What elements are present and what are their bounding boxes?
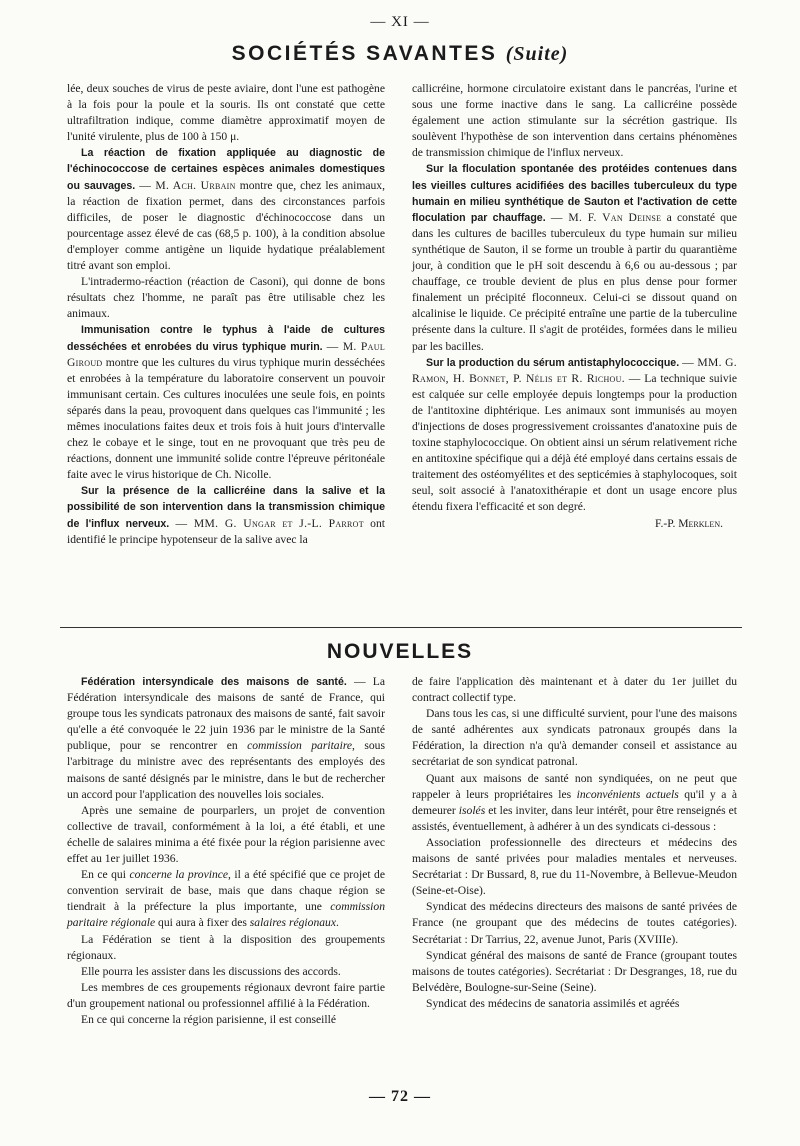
article-serum	[412, 355, 737, 516]
syndicate-entry: Syndicat des médecins directeurs des maisons de santé privées de France (ne groupant que des médecins de toutes catégories). Secrétariat : Dr Tarrius, 22, avenue Junot, Paris (XVIIIe).	[412, 900, 737, 946]
article-title: Sur la floculation spontanée des protéides contenues dans les vieilles cultures acidifiées des bacilles tuberculeux du type humain en milieu synthétique de Sauton et l'activation de cette floculation par chauffage.	[412, 163, 737, 224]
news-federation	[67, 674, 385, 803]
societes-column-right	[412, 81, 737, 532]
syndicate-entry: Syndicat général des maisons de santé de France (groupant toutes maisons de toutes catégories). Secrétariat : Dr Desgranges, 18, rue du Belvédère, Boulogne-sur-Seine (Seine).	[412, 948, 737, 994]
paragraph: L'intradermo-réaction (réaction de Casoni), qui donne de bons résultats chez l'homme, ne paraît pas être utilisable chez les animaux.	[67, 275, 385, 321]
text-run: Quant aux maisons de santé non syndiquées, on ne peut que rappeler à leurs propriétaires les	[412, 771, 737, 801]
paragraph: Elle pourra les assister dans les discussions des accords.	[81, 964, 341, 978]
paragraph: lée, deux souches de virus de peste aviaire, dont l'une est pathogène à la fois pour la poule et la souris. Ils ont constaté que cette ultrafiltration indique, comme diamètre approximatif moyen de l'unité virulente, plus de 100 à 150 μ.	[67, 82, 385, 144]
paragraph: de faire l'application dès maintenant et à dater du 1er juillet du contract collectif type.	[412, 675, 737, 705]
article-title: Sur la production du sérum antistaphylococcique.	[426, 356, 680, 369]
news-emphasis: commission paritaire régionale	[67, 900, 385, 930]
news-body: , sous l'arbitrage du ministre avec des représentants des employés des maisons de santé désignés par le ministre, dans le but de rechercher un accord pour l'application des nouvelles lois sociales.	[67, 739, 385, 801]
nouvelles-title: NOUVELLES	[326, 640, 474, 663]
news-emphasis: inconvénients actuels	[576, 787, 679, 801]
article-author: — M. F. Van Deinse	[550, 210, 662, 224]
syndicate-entry: Syndicat des médecins de sanatoria assimilés et agréés	[426, 996, 680, 1010]
author-signature: F.-P. Merklen.	[655, 516, 723, 530]
news-emphasis: salaires régionaux	[249, 916, 336, 930]
text-run: qui aura à fixer des	[155, 916, 250, 930]
text-run: .	[335, 916, 339, 930]
roman-page-number: — XI —	[370, 14, 430, 30]
article-callicreine	[67, 483, 385, 547]
article-author: — MM. G. Ramon, H. Bonnet, P. Nélis et R. Richou.	[412, 355, 737, 385]
paragraph: La Fédération se tient à la disposition des groupements régionaux.	[67, 932, 385, 962]
article-author: — M. Paul Giroud	[67, 339, 386, 369]
article-title: Sur la présence de la callicréine dans la salive et la possibilité de son intervention dans la transmission chimique de l'influx nerveux.	[67, 485, 385, 530]
syndicate-entry: Association professionnelle des directeurs et médecins des maisons de santé privées pour maladies mentales et nerveuses. Secrétariat : Dr Bussard, 8, rue du 11-Novembre, à Bellevue-Meudon (Seine-et-Oise).	[412, 835, 737, 898]
article-body: a constaté que dans les cultures de bacilles tuberculeux du type humain sur milieu synthétique de Sauton, il se forme un trouble à partir du quarantième jour, à condition que le pH soit descendu à 6,6 ou au-dessous ; par chauffage, ce trouble devient de plus en plus dense pour former finalement un précipité floconneux. Celui-ci se dissout quand on alcalinise le liquide. Ce précipité entraîne une partie de la tuberculine présente dans la culture. Il s'agit de protéides, formées dans le milieu par les bacilles.	[412, 210, 738, 353]
article-floculation	[412, 161, 737, 354]
nouvelles-column-right	[412, 674, 737, 1012]
paragraph: En ce qui concerne la région parisienne, il est conseillé	[81, 1012, 336, 1026]
article-author: — MM. G. Ungar et J.-L. Parrot	[175, 516, 364, 530]
paragraph: Les membres de ces groupements régionaux devront faire partie d'un groupement national ou professionnel affilié à la Fédération.	[67, 980, 385, 1010]
news-emphasis: concerne la province	[129, 868, 229, 882]
news-emphasis: commission paritaire	[247, 739, 353, 753]
text-run: et les inviter, dans leur intérêt, pour être renseignés et assistés, éventuellement, à adhérer à un des syndicats ci-dessous :	[412, 803, 737, 833]
paragraph-province	[67, 867, 385, 931]
paragraph: Après une semaine de pourparlers, un projet de convention collective de travail, conformément à la loi, a été établi, et une échelle de salaires minima a été fixée pour la région parisienne avec effet au 1er juillet 1936.	[67, 803, 385, 866]
news-title: Fédération intersyndicale des maisons de santé.	[81, 676, 347, 688]
section-divider	[60, 627, 742, 628]
text-run: , il a été spécifié que ce projet de convention servirait de base, mais que dans chaque région se tiendrait à la préfecture la plus importante, une	[67, 868, 385, 914]
paragraph: callicréine, hormone circulatoire existant dans le pancréas, l'urine et sous une forme inactive dans le sang. La callicréine possède également une action stimulante sur la sécrétion gastrique. Ils soulèvent l'hypothèse de son intervention dans certains phénomènes de transmission chimique de l'influx nerveux.	[412, 82, 737, 160]
article-body: ont identifié le principe hypotenseur de la salive avec la	[67, 516, 385, 546]
article-title: La réaction de fixation appliquée au diagnostic de l'échinococcose de certaines espèces animales domestiques ou sauvages.	[67, 147, 385, 192]
article-fixation	[67, 145, 385, 274]
article-body: — La technique suivie est calquée sur celle employée depuis longtemps pour la production de l'antitoxine diphtérique. Les animaux sont immunisés au moyen d'injections de doses progressivement croissantes d'anatoxine puis de toxine staphylococcique. On obtient ainsi un sérum relativement riche en antitoxine spécifique qui a déjà été employé dans certains essais de traitement des ostéomyélites et des septicémies à staphylocoques, soit seul, soit associé à l'anatoxithérapie et dont un usage encore plus étendu fixera l'efficacité et son degré.	[412, 371, 737, 514]
nouvelles-column-left	[67, 674, 385, 1028]
text-run: En ce qui	[81, 868, 130, 882]
societes-column-left	[67, 81, 385, 548]
text-run: qu'il y a à demeurer	[412, 787, 737, 817]
paragraph-non-syndiquees	[412, 771, 737, 835]
article-author: — M. Ach. Urbain	[139, 178, 236, 192]
section-title	[0, 42, 800, 66]
article-body: montre que les cultures du virus typhique murin desséchées et enrobées à la température du laboratoire conservent un pouvoir immunisant certain. Ces cultures inoculées une seule fois, en points séparés dans la peau, provoquent dans quelques cas l'immunité ; les mêmes inoculations faites deux et trois fois à huit jours d'intervalle chez le cobaye et le singe, tout en ne provoquant que très peu de réactions, donnent une immunité solide contre l'épreuve péritonéale faite avec le virus historique de Ch. Nicolle.	[67, 355, 385, 482]
news-emphasis: isolés	[458, 803, 486, 817]
section-title-text: SOCIÉTÉS SAVANTES	[231, 42, 498, 65]
article-title: Immunisation contre le typhus à l'aide de cultures desséchées et enrobées du virus typhique murin.	[67, 324, 385, 353]
section-title-suffix: (Suite)	[505, 43, 569, 65]
paragraph: Dans tous les cas, si une difficulté survient, pour l'une des maisons de santé adhérentes aux syndicats patronaux groupés dans la Fédération, la direction n'a qu'à demander conseil et assistance au secrétariat de son syndicat patronal.	[412, 707, 737, 769]
article-typhus	[67, 322, 385, 483]
page-number: — 72 —	[369, 1088, 431, 1105]
article-body: montre que, chez les animaux, la réaction de fixation permet, dans des circonstances parfois difficiles, de poser le diagnostic d'échinococcose dans un pourcentage assez élevé de cas (68,5 p. 100), à la condition absolue d'employer comme antigène un liquide hydatique préalablement titré avant son emploi.	[67, 178, 385, 273]
news-body: — La Fédération intersyndicale des maisons de santé de France, qui groupe tous les syndicats patronaux des maisons de santé, fait savoir qu'elle a été convoquée le 22 juin 1936 par le ministre de la Santé publique, pour se rencontrer en	[67, 675, 385, 753]
